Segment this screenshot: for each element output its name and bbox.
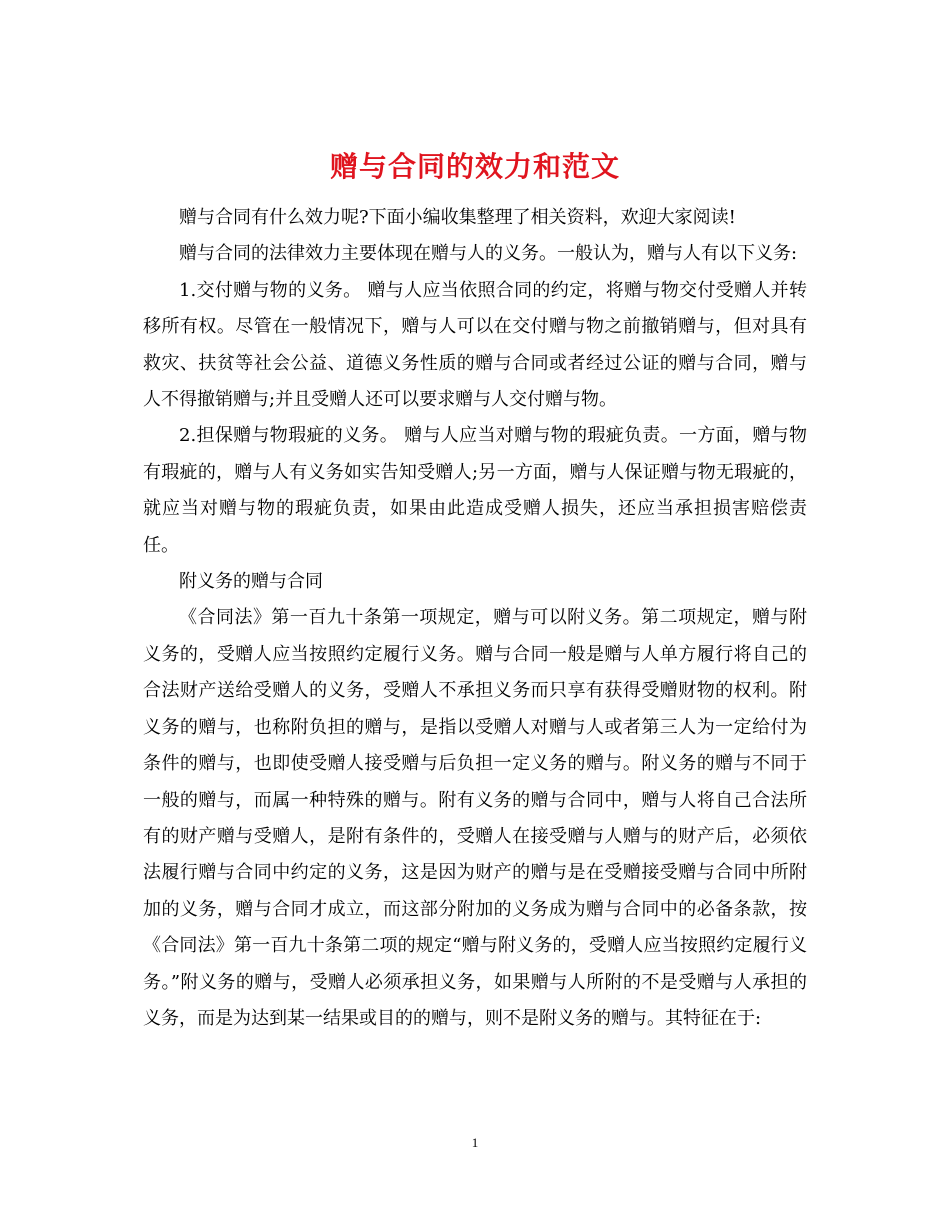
section-heading-conditional-gift: 附义务的赠与合同 — [179, 571, 323, 593]
paragraph-conditional-gift: 《合同法》第一百九十条第一项规定，赠与可以附义务。第二项规定，赠与附义务的，受赠人应当按照约定履行义务。赠与合同一般是赠与人单方履行将自己的合法财产送给受赠人的义务，受赠人不承担义务而只享有获得受赠财物的权利。附义务的赠与，也称附负担的赠与，是指以受赠人对赠与人或者第三人为一定给付为条件的赠与，也即使受赠人接受赠与后负担一定义务的赠与。附义务的赠与不同于一般的赠与，而属一种特殊的赠与。附有义务的赠与合同中，赠与人将自己合法所有的财产赠与受赠人，是附有条件的，受赠人在接受赠与人赠与的财产后，必须依法履行赠与合同中约定的义务，这是因为财产的赠与是在受赠接受赠与合同中所附加的义务，赠与合同才成立，而这部分附加的义务成为赠与合同中的必备条款，按《合同法》第一百九十条第二项的规定“赠与附义务的，受赠人应当按照约定履行义务。”附义务的赠与，受赠人必须承担义务，如果赠与人所附的不是受赠与人承担的义务，而是为达到某一结果或目的的赠与，则不是附义务的赠与。其特征在于: — [143, 607, 807, 1029]
paragraph-delivery-duty: 1.交付赠与物的义务。 赠与人应当依照合同的约定，将赠与物交付受赠人并转移所有权。尽管在一般情况下，赠与人可以在交付赠与物之前撤销赠与，但对具有救灾、扶贫等社会公益、道德义务性质的赠与合同或者经过公证的赠与合同，赠与人不得撤销赠与;并且受赠人还可以要求赠与人交付赠与物。 — [143, 279, 807, 411]
document-title: 赠与合同的效力和范文 — [329, 149, 620, 183]
paragraph-intro: 赠与合同有什么效力呢?下面小编收集整理了相关资料，欢迎大家阅读! — [179, 207, 736, 228]
paragraph-warranty-duty: 2.担保赠与物瑕疵的义务。 赠与人应当对赠与物的瑕疵负责。一方面，赠与物有瑕疵的，赠与人有义务如实告知受赠人;另一方面，赠与人保证赠与物无瑕疵的，就应当对赠与物的瑕疵负责，如果由此造成受赠人损失，还应当承担损害赔偿责任。 — [143, 425, 807, 556]
paragraph-legal-effect: 赠与合同的法律效力主要体现在赠与人的义务。一般认为，赠与人有以下义务: — [179, 243, 798, 265]
document-body — [143, 200, 807, 1037]
page-number: 1 — [471, 1135, 479, 1150]
